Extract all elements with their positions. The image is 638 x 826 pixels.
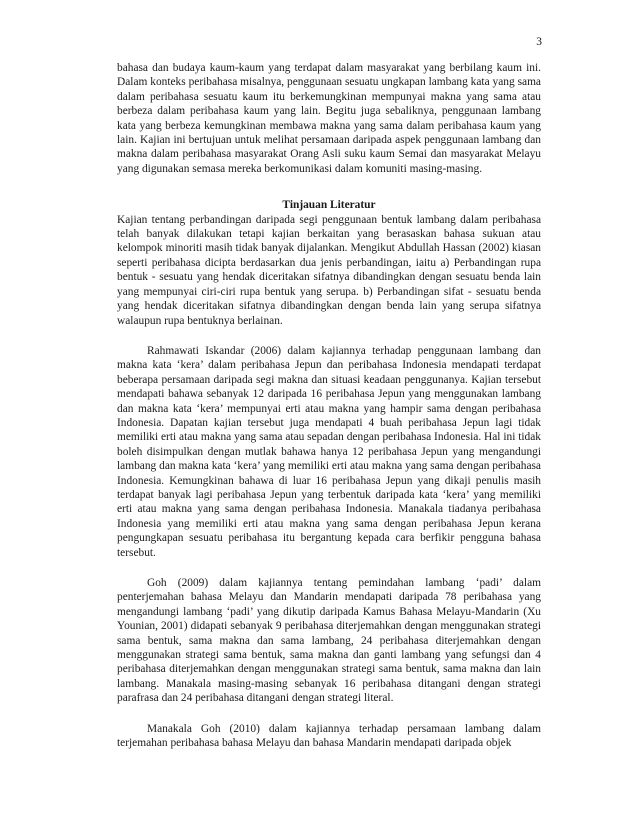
document-body — [117, 61, 541, 750]
intro-paragraph: bahasa dan budaya kaum-kaum yang terdapat dalam masyarakat yang berbilang kaum ini. Dalam konteks peribahasa misalnya, penggunaan sesuatu ungkapan lambang kata yang sama dalam peribahasa sesuatu kaum itu berkemungkinan mempunyai makna yang sama atau berbeza dalam peribahasa kaum yang lain. Begitu juga sebaliknya, penggunaan lambang kata yang berbeza kemungkinan membawa makna yang sama dalam peribahasa kaum yang lain. Kajian ini bertujuan untuk melihat persamaan daripada aspek penggunaan lambang dan makna dalam peribahasa masyarakat Orang Asli suku kaum Semai dan masyarakat Melayu yang digunakan semasa mereka berkomunikasi dalam komuniti masing-masing. — [117, 62, 541, 175]
section-heading: Tinjauan Literatur — [282, 199, 376, 212]
paragraph-4: Manakala Goh (2010) dalam kajiannya terhadap persamaan lambang dalam terjemahan peribahasa bahasa Melayu dan bahasa Mandarin mendapati daripada objek — [117, 722, 541, 750]
paragraph-1: Kajian tentang perbandingan daripada segi penggunaan bentuk lambang dalam peribahasa telah banyak dilakukan tetapi kajian berkaitan yang berasaskan bahasa sukuan atau kelompok minoriti masih tidak banyak dijalankan. Mengikut Abdullah Hassan (2002) kiasan seperti peribahasa dicipta berdasarkan dua jenis perbandingan, iaitu a) Perbandingan rupa bentuk - sesuatu yang hendak diceritakan sifatnya dibandingkan dengan sesuatu benda lain yang mempunyai ciri-ciri rupa bentuk yang serupa. b) Perbandingan sifat - sesuatu benda yang hendak diceritakan sifatnya dibandingkan dengan benda lain yang serupa sifatnya walaupun rupa bentuknya berlainan. — [117, 213, 541, 327]
paragraph-2: Rahmawati Iskandar (2006) dalam kajiannya terhadap penggunaan lambang dan makna kata ‘kera’ dalam peribahasa Jepun dan peribahasa Indonesia mendapati terdapat beberapa persamaan daripada segi makna dan situasi keadaan penggunanya. Kajian tersebut mendapati bahawa sebanyak 12 daripada 16 peribahasa Jepun yang menggunakan lambang dan makna kata ‘kera’ mempunyai erti atau makna yang hampir sama dengan peribahasa Indonesia. Dapatan kajian tersebut juga mendapati 4 buah peribahasa Jepun lagi tidak memiliki erti atau makna yang sama atau sepadan dengan peribahasa Indonesia. Hal ini tidak boleh disimpulkan dengan mutlak bahawa hanya 12 peribahasa Jepun yang mengandungi lambang dan makna kata ‘kera’ yang memiliki erti atau makna yang sama dengan peribahasa Indonesia. Kemungkinan bahawa di luar 16 peribahasa Jepun yang dikaji penulis masih terdapat banyak lagi peribahasa Jepun yang terbentuk daripada kata ‘kera’ yang memiliki erti atau makna yang sama dengan peribahasa Indonesia. Manakala tiadanya peribahasa Indonesia yang memiliki erti atau makna yang sama dengan peribahasa Jepun kerana pengungkapan sesuatu peribahasa itu bergantung kepada cara berfikir pengguna bahasa tersebut. — [117, 344, 541, 559]
page-number: 3 — [536, 36, 542, 48]
paragraph-3: Goh (2009) dalam kajiannya tentang pemindahan lambang ‘padi’ dalam penterjemahan bahasa Melayu dan Mandarin mendapati daripada 78 peribahasa yang mengandungi lambang ‘padi’ yang dikutip daripada Kamus Bahasa Melayu-Mandarin (Xu Younian, 2001) didapati sebanyak 9 peribahasa diterjemahkan dengan menggunakan strategi sama bentuk, sama makna dan sama lambang, 24 peribahasa diterjemahkan dengan menggunakan strategi sama bentuk, sama makna dan ganti lambang yang sefungsi dan 4 peribahasa diterjemahkan dengan menggunakan strategi sama bentuk, sama makna dan lain lambang. Manakala masing-masing sebanyak 16 peribahasa ditangani dengan strategi parafrasa dan 24 peribahasa ditangani dengan strategi literal. — [117, 577, 541, 705]
